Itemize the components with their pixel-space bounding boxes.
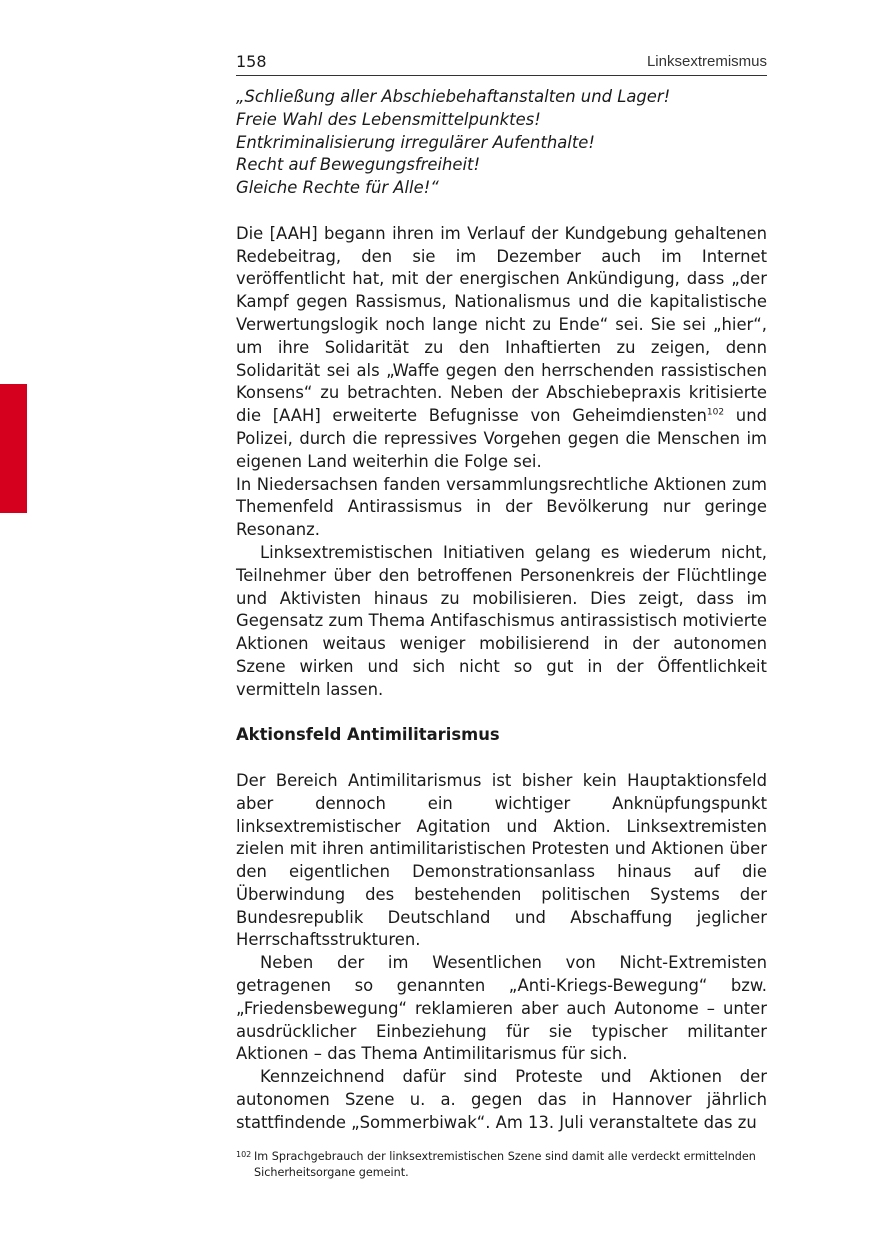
paragraph: In Niedersachsen fanden versammlungsrechtliche Aktionen zum Themenfeld Antirassismus in der Bevölkerung nur geringe Resonanz. [236, 474, 767, 540]
quote-line: Entkriminalisierung irregulärer Aufenthalte! [236, 132, 595, 152]
quote-block [236, 86, 767, 200]
quote-line: „Schließung aller Abschiebehaftanstalten und Lager! [236, 87, 671, 106]
main-text [236, 86, 767, 1135]
paragraph-text: und Polizei, durch die repressives Vorgehen gegen die Menschen im eigenen Land weiterhin die Folge sei. [236, 406, 767, 471]
paragraph: Neben der im Wesentlichen von Nicht-Extremisten getragenen so genannten „Anti-Kriegs-Bewegung“ bzw. „Friedensbewegung“ reklamieren aber auch Autonome – unter ausdrücklicher Einbeziehung für sie typischer militanter Aktionen – das Thema Antimilitarismus für sich. [236, 953, 767, 1064]
quote-line: Recht auf Bewegungsfreiheit! [236, 155, 481, 175]
quote-line: Freie Wahl des Lebensmittelpunktes! [236, 109, 541, 129]
footnote-text: Im Sprachgebrauch der linksextremistischen Szene sind damit alle verdeckt ermittelnden Sicherheitsorgane gemeint. [254, 1150, 756, 1179]
section-color-tab [0, 384, 27, 513]
page-header [236, 51, 767, 76]
paragraph-text: Die [AAH] begann ihren im Verlauf der Kundgebung gehaltenen Redebeitrag, den sie im Dezember auch im Internet veröffentlicht hat, mit der energischen Ankündigung, dass „der Kampf gegen Rassismus, Nationalismus und die kapitalistische Verwertungslogik noch lange nicht zu Ende“ sei. Sie sei „hier“, um ihre Solidarität zu den Inhaftierten zu zeigen, denn Solidarität sei als „Waffe gegen den herrschenden rassistischen Konsens“ zu betrachten. Neben der Abschiebepraxis kritisierte die [AAH] erweiterte Befugnisse von Geheimdiensten [236, 223, 767, 426]
paragraph: Linksextremistischen Initiativen gelang es wiederum nicht, Teilnehmer über den betroffenen Personenkreis der Flüchtlinge und Aktivisten hinaus zu mobilisieren. Dies zeigt, dass im Gegensatz zum Thema Antifaschismus antirassistisch motivierte Aktionen weitaus weniger mobilisierend in der autonomen Szene wirken und sich nicht so gut in der Öffentlichkeit vermitteln lassen. [236, 542, 767, 699]
paragraph [236, 223, 767, 474]
paragraph: Der Bereich Antimilitarismus ist bisher kein Hauptaktionsfeld aber dennoch ein wichtiger Anknüpfungspunkt linksextremistischer Agitation und Aktion. Linksextremisten zielen mit ihren antimilitaristischen Protesten und Aktionen über den eigentlichen Demonstrationsanlass hinaus auf die Überwindung des bestehenden politischen Systems der Bundesrepublik Deutschland und Abschaffung jeglicher Herrschaftsstrukturen. [236, 770, 767, 950]
footnote-reference: 102 [706, 407, 725, 418]
page-number: 158 [236, 52, 267, 71]
footnote [236, 1149, 767, 1181]
section-heading: Aktionsfeld Antimilitarismus [236, 725, 500, 745]
running-title: Linksextremismus [646, 53, 767, 70]
quote-line: Gleiche Rechte für Alle!“ [236, 178, 439, 198]
paragraph: Kennzeichnend dafür sind Proteste und Aktionen der autonomen Szene u. a. gegen das in Hannover jährlich stattfindende „Sommerbiwak“. Am 13. Juli veranstaltete das zu [236, 1067, 767, 1132]
footnote-number: 102 [236, 1150, 252, 1159]
